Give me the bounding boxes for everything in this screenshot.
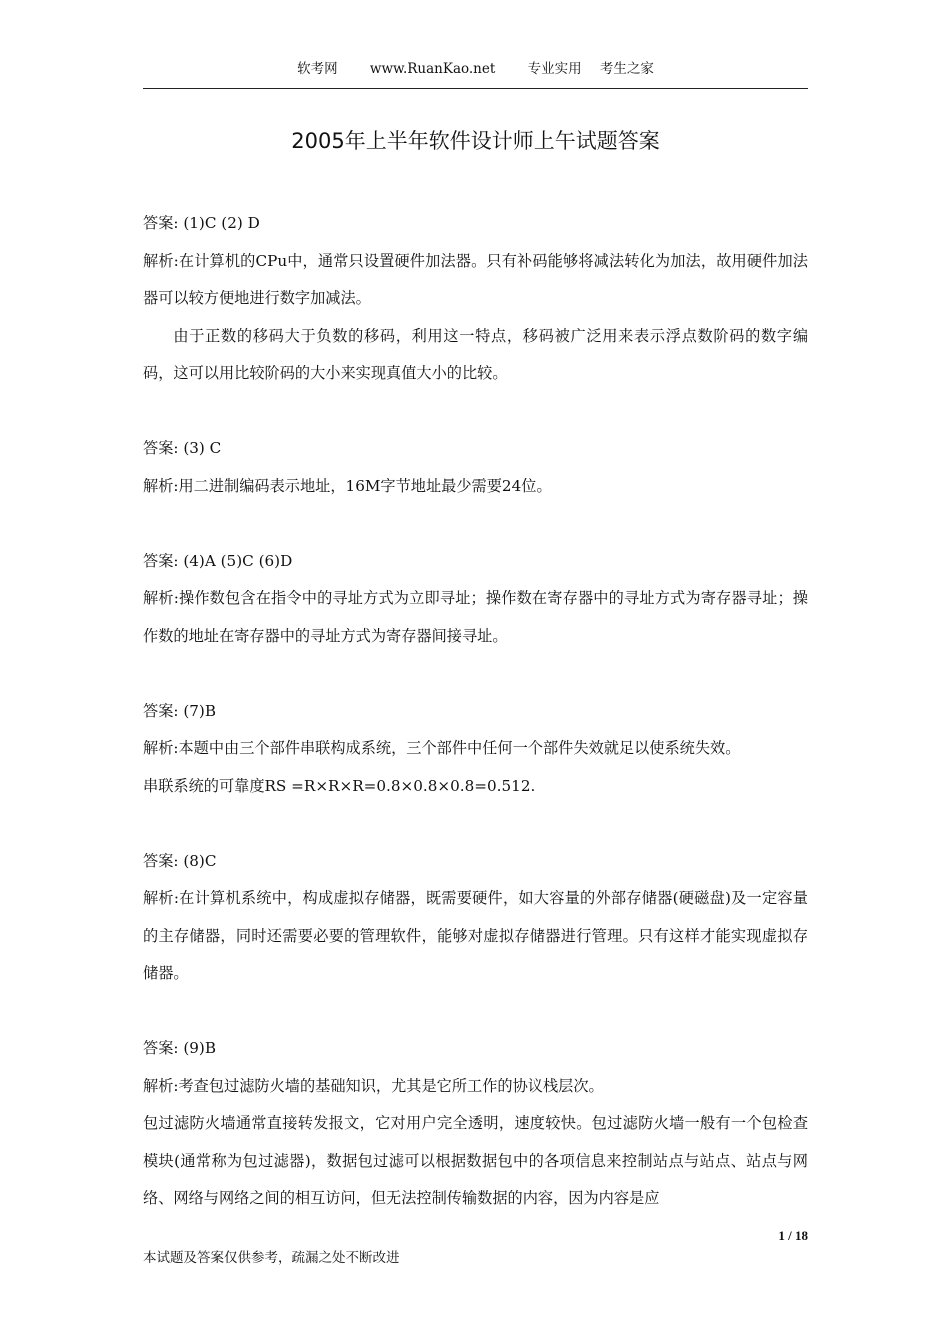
page-number: 1 / 18 — [778, 1228, 808, 1243]
answer-section — [143, 843, 808, 993]
explanation-paragraph: 串联系统的可靠度RS =R×R×R=0.8×0.8×0.8=0.512. — [143, 776, 536, 795]
explanation-paragraph: 包过滤防火墙通常直接转发报文，它对用户完全透明，速度较快。包过滤防火墙一般有一个包检查模块(通常称为包过滤器)，数据包过滤可以根据数据包中的各项信息来控制站点与站点、站点与网络、网络与网络之间的相互访问，但无法控制传输数据的内容，因为内容是应 — [143, 1114, 808, 1207]
answer-line: 答案: (4)A (5)C (6)D — [143, 551, 293, 570]
explanation-paragraph: 由于正数的移码大于负数的移码，利用这一特点，移码被广泛用来表示浮点数阶码的数字编码，这可以用比较阶码的大小来实现真值大小的比较。 — [143, 326, 808, 382]
answer-section — [143, 543, 808, 656]
page-header — [143, 60, 808, 89]
explanation-paragraph: 解析:本题中由三个部件串联构成系统，三个部件中任何一个部件失效就足以使系统失效。 — [143, 739, 741, 757]
header-slogan-2: 考生之家 — [599, 61, 654, 77]
answer-section — [143, 1030, 808, 1218]
page-footer: 本试题及答案仅供参考，疏漏之处不断改进 — [143, 1250, 400, 1266]
answer-line: 答案: (9)B — [143, 1039, 216, 1057]
explanation-paragraph: 解析:在计算机系统中，构成虚拟存储器，既需要硬件，如大容量的外部存储器(硬磁盘)及一定容量的主存储器，同时还需要必要的管理软件，能够对虚拟存储器进行管理。只有这样才能实现虚拟存储器。 — [143, 889, 808, 982]
answer-line: 答案: (3) C — [143, 439, 222, 457]
header-site-name: 软考网 — [297, 61, 338, 77]
explanation-paragraph: 解析:用二进制编码表示地址，16M字节地址最少需要24位。 — [143, 476, 552, 495]
answer-line: 答案: (8)C — [143, 851, 217, 870]
explanation-paragraph: 解析:操作数包含在指令中的寻址方式为立即寻址；操作数在寄存器中的寻址方式为寄存器寻址；操作数的地址在寄存器中的寻址方式为寄存器间接寻址。 — [143, 589, 808, 645]
explanation-paragraph: 解析:在计算机的CPu中，通常只设置硬件加法器。只有补码能够将减法转化为加法，故用硬件加法器可以较方便地进行数字加减法。 — [143, 251, 808, 307]
document-body — [143, 205, 808, 1218]
answer-section — [143, 430, 808, 505]
header-slogan-1: 专业实用 — [527, 61, 582, 77]
header-url: www.RuanKao.net — [369, 61, 496, 77]
answer-section — [143, 693, 808, 806]
answer-line: 答案: (7)B — [143, 701, 216, 720]
answer-line: 答案: (1)C (2) D — [143, 214, 260, 232]
document-title: 2005年上半年软件设计师上午试题答案 — [291, 129, 660, 153]
explanation-paragraph: 解析:考查包过滤防火墙的基础知识，尤其是它所工作的协议栈层次。 — [143, 1076, 604, 1095]
answer-section — [143, 205, 808, 393]
